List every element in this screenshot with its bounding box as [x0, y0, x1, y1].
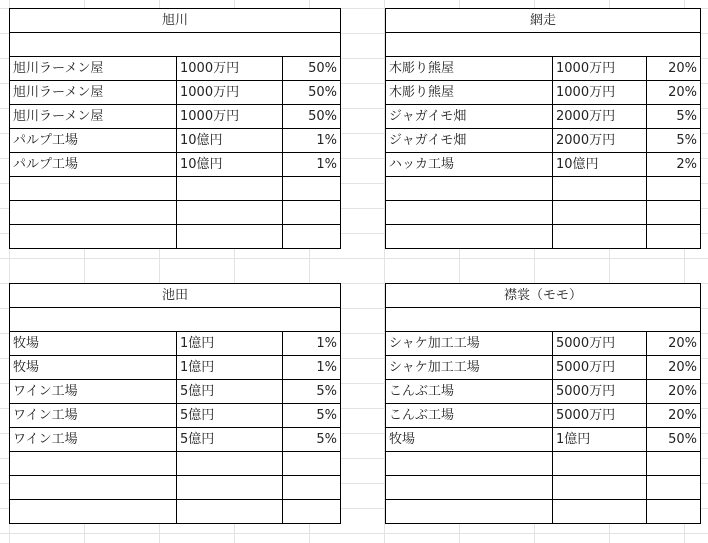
- name-cell[interactable]: 牧場: [386, 428, 553, 452]
- name-cell[interactable]: [386, 177, 553, 201]
- amount-cell[interactable]: 2000万円: [553, 129, 647, 153]
- name-cell[interactable]: [10, 476, 177, 500]
- name-cell[interactable]: こんぶ工場: [386, 380, 553, 404]
- rate-cell[interactable]: 50%: [283, 57, 341, 81]
- name-cell[interactable]: パルプ工場: [10, 129, 177, 153]
- amount-cell[interactable]: 1億円: [177, 356, 283, 380]
- amount-cell[interactable]: 1000万円: [177, 105, 283, 129]
- amount-cell[interactable]: [177, 500, 283, 524]
- table-row: [10, 153, 341, 177]
- rate-cell[interactable]: [647, 476, 701, 500]
- rate-cell[interactable]: [283, 500, 341, 524]
- name-cell[interactable]: ジャガイモ畑: [386, 105, 553, 129]
- block-title[interactable]: 旭川: [10, 9, 341, 33]
- amount-cell[interactable]: [177, 201, 283, 225]
- name-cell[interactable]: 木彫り熊屋: [386, 81, 553, 105]
- name-cell[interactable]: シャケ加工工場: [386, 332, 553, 356]
- rate-cell[interactable]: [647, 177, 701, 201]
- table-row: [386, 332, 701, 356]
- rate-cell[interactable]: 5%: [283, 428, 341, 452]
- name-cell[interactable]: 旭川ラーメン屋: [10, 81, 177, 105]
- table-row: [10, 81, 341, 105]
- table-row: [10, 201, 341, 225]
- name-cell[interactable]: ハッカ工場: [386, 153, 553, 177]
- rate-cell[interactable]: [647, 500, 701, 524]
- amount-cell[interactable]: 1000万円: [553, 81, 647, 105]
- table-row: [10, 476, 341, 500]
- rate-cell[interactable]: 1%: [283, 332, 341, 356]
- amount-cell[interactable]: 10億円: [553, 153, 647, 177]
- name-cell[interactable]: [10, 201, 177, 225]
- rate-cell[interactable]: 1%: [283, 129, 341, 153]
- rate-cell[interactable]: 5%: [647, 129, 701, 153]
- rate-cell[interactable]: [647, 201, 701, 225]
- block-asahikawa: [9, 8, 341, 249]
- amount-cell[interactable]: [177, 177, 283, 201]
- name-cell[interactable]: シャケ加工工場: [386, 356, 553, 380]
- table-row: [386, 201, 701, 225]
- table-row: [386, 105, 701, 129]
- blank-cell[interactable]: [10, 33, 341, 57]
- table-row: [10, 500, 341, 524]
- rate-cell[interactable]: 50%: [283, 105, 341, 129]
- rate-cell[interactable]: 20%: [647, 380, 701, 404]
- rate-cell[interactable]: 50%: [647, 428, 701, 452]
- rate-cell[interactable]: 2%: [647, 153, 701, 177]
- name-cell[interactable]: 牧場: [10, 332, 177, 356]
- table-row: [386, 476, 701, 500]
- table-row: [386, 356, 701, 380]
- rate-cell[interactable]: 1%: [283, 153, 341, 177]
- block-title[interactable]: 池田: [10, 284, 341, 308]
- block-abashiri: [385, 8, 701, 249]
- name-cell[interactable]: ジャガイモ畑: [386, 129, 553, 153]
- table-row: [10, 356, 341, 380]
- table-row: [10, 404, 341, 428]
- amount-cell[interactable]: [553, 476, 647, 500]
- rate-cell[interactable]: 20%: [647, 404, 701, 428]
- table-row: [386, 57, 701, 81]
- amount-cell[interactable]: 5億円: [177, 380, 283, 404]
- table-row: [10, 57, 341, 81]
- amount-cell[interactable]: [553, 500, 647, 524]
- name-cell[interactable]: [10, 452, 177, 476]
- table-row: [386, 452, 701, 476]
- block-title[interactable]: 襟裳（モモ）: [386, 284, 701, 308]
- amount-cell[interactable]: 1億円: [177, 332, 283, 356]
- name-cell[interactable]: [386, 225, 553, 249]
- block-erimo: [385, 283, 701, 524]
- table-row: [10, 380, 341, 404]
- name-cell[interactable]: [10, 500, 177, 524]
- name-cell[interactable]: [386, 476, 553, 500]
- amount-cell[interactable]: 10億円: [177, 129, 283, 153]
- amount-cell[interactable]: 2000万円: [553, 105, 647, 129]
- rate-cell[interactable]: 50%: [283, 81, 341, 105]
- name-cell[interactable]: [386, 452, 553, 476]
- amount-cell[interactable]: 1億円: [553, 428, 647, 452]
- amount-cell[interactable]: [177, 476, 283, 500]
- name-cell[interactable]: ワイン工場: [10, 428, 177, 452]
- name-cell[interactable]: 旭川ラーメン屋: [10, 105, 177, 129]
- amount-cell[interactable]: [553, 201, 647, 225]
- amount-cell[interactable]: 1000万円: [553, 57, 647, 81]
- rate-cell[interactable]: [647, 452, 701, 476]
- name-cell[interactable]: [10, 225, 177, 249]
- amount-cell[interactable]: 5億円: [177, 428, 283, 452]
- amount-cell[interactable]: [177, 452, 283, 476]
- table-row: [386, 380, 701, 404]
- table-row: [386, 404, 701, 428]
- amount-cell[interactable]: [553, 177, 647, 201]
- amount-cell[interactable]: 10億円: [177, 153, 283, 177]
- amount-cell[interactable]: 5000万円: [553, 356, 647, 380]
- rate-cell[interactable]: 1%: [283, 356, 341, 380]
- rate-cell[interactable]: 20%: [647, 356, 701, 380]
- name-cell[interactable]: [10, 177, 177, 201]
- table-row: [386, 500, 701, 524]
- rate-cell[interactable]: 5%: [647, 105, 701, 129]
- name-cell[interactable]: 牧場: [10, 356, 177, 380]
- table-row: [386, 177, 701, 201]
- table-row: [10, 105, 341, 129]
- table-row: [10, 225, 341, 249]
- table-row: [10, 428, 341, 452]
- block-ikeda: [9, 283, 341, 524]
- amount-cell[interactable]: 5000万円: [553, 404, 647, 428]
- rate-cell[interactable]: 20%: [647, 57, 701, 81]
- rate-cell[interactable]: 20%: [647, 81, 701, 105]
- table-row: [386, 129, 701, 153]
- amount-cell[interactable]: [177, 225, 283, 249]
- amount-cell[interactable]: 5000万円: [553, 332, 647, 356]
- amount-cell[interactable]: 5000万円: [553, 380, 647, 404]
- rate-cell[interactable]: [283, 201, 341, 225]
- name-cell[interactable]: ワイン工場: [10, 380, 177, 404]
- blank-cell[interactable]: [10, 308, 341, 332]
- table-row: [10, 332, 341, 356]
- rate-cell[interactable]: 20%: [647, 332, 701, 356]
- blank-cell[interactable]: [386, 308, 701, 332]
- name-cell[interactable]: こんぶ工場: [386, 404, 553, 428]
- table-row: [386, 81, 701, 105]
- rate-cell[interactable]: [283, 476, 341, 500]
- amount-cell[interactable]: 5億円: [177, 404, 283, 428]
- table-row: [10, 129, 341, 153]
- rate-cell[interactable]: [283, 177, 341, 201]
- table-row: [10, 452, 341, 476]
- table-row: [10, 177, 341, 201]
- table-row: [386, 428, 701, 452]
- rate-cell[interactable]: [647, 225, 701, 249]
- name-cell[interactable]: [386, 201, 553, 225]
- name-cell[interactable]: [386, 500, 553, 524]
- amount-cell[interactable]: [553, 225, 647, 249]
- name-cell[interactable]: パルプ工場: [10, 153, 177, 177]
- rate-cell[interactable]: [283, 452, 341, 476]
- amount-cell[interactable]: 1000万円: [177, 81, 283, 105]
- blank-cell[interactable]: [386, 33, 701, 57]
- name-cell[interactable]: ワイン工場: [10, 404, 177, 428]
- name-cell[interactable]: 旭川ラーメン屋: [10, 57, 177, 81]
- amount-cell[interactable]: [553, 452, 647, 476]
- block-title[interactable]: 網走: [386, 9, 701, 33]
- amount-cell[interactable]: 1000万円: [177, 57, 283, 81]
- name-cell[interactable]: 木彫り熊屋: [386, 57, 553, 81]
- rate-cell[interactable]: 5%: [283, 404, 341, 428]
- rate-cell[interactable]: [283, 225, 341, 249]
- table-row: [386, 153, 701, 177]
- rate-cell[interactable]: 5%: [283, 380, 341, 404]
- table-row: [386, 225, 701, 249]
